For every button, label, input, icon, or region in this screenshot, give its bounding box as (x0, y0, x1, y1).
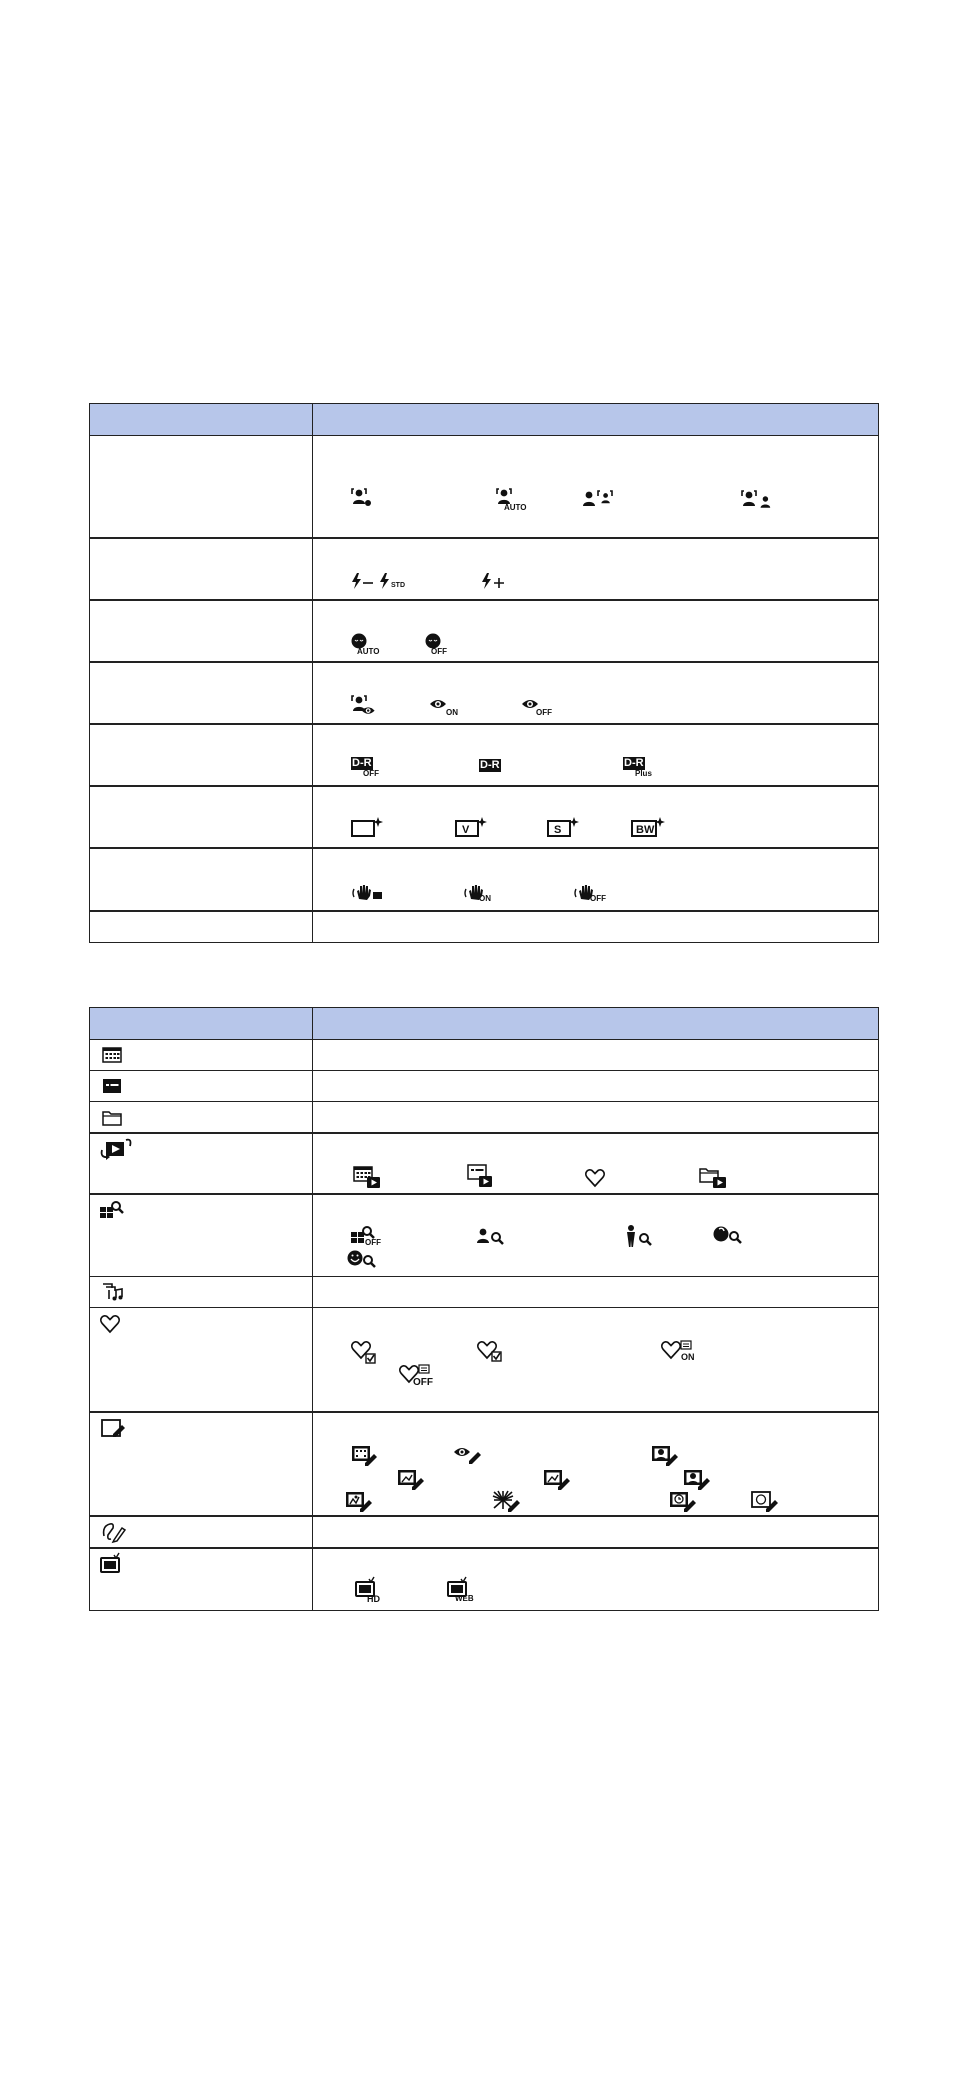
table-row (90, 1134, 878, 1195)
off-label: OFF (590, 894, 606, 903)
retrieval-icon (100, 1200, 126, 1220)
playback-table (89, 1007, 879, 1611)
row-options-cell (313, 725, 878, 785)
row-item-cell (90, 1102, 313, 1132)
row-options-cell (313, 849, 878, 910)
table-row (90, 1517, 878, 1548)
slideshow-favorites-icon (585, 1168, 607, 1188)
header-cell-item (90, 404, 313, 435)
table-row (90, 1308, 878, 1412)
row-item-cell (90, 787, 313, 847)
row-item-cell (90, 1277, 313, 1307)
row-options-cell (313, 1517, 878, 1547)
row-options-cell (313, 787, 878, 847)
row-options-cell (313, 1102, 878, 1132)
table-row (90, 787, 878, 849)
vivid-label: V (462, 824, 470, 836)
retouch-3-icon (683, 1469, 713, 1491)
auto-label: AUTO (357, 647, 380, 656)
flash-std-icon (379, 573, 391, 589)
adult-priority-icon (581, 490, 617, 510)
row-options-cell (313, 1195, 878, 1276)
row-item-cell (90, 1195, 313, 1276)
row-options-cell (313, 601, 878, 661)
retrieval-person-icon (475, 1227, 507, 1245)
color-normal-icon (351, 817, 383, 837)
off-label: OFF (431, 647, 447, 656)
table-row (90, 911, 878, 942)
color-sepia-icon (547, 817, 579, 837)
table-row (90, 1040, 878, 1071)
favorites-icon (100, 1314, 124, 1334)
row-options-cell (313, 912, 878, 942)
tv-output-icon (100, 1555, 124, 1575)
row-options-cell (313, 1277, 878, 1307)
row-options-cell (313, 1549, 878, 1610)
steadyshot-auto-icon (355, 883, 385, 901)
row-item-cell (90, 1413, 313, 1515)
favorites-add-icon (351, 1340, 379, 1364)
retouch-trimming-icon (351, 1445, 379, 1467)
off-label: OFF (413, 1377, 433, 1388)
favorites-add-remove-icon (477, 1340, 505, 1364)
header-cell-item (90, 1008, 313, 1039)
retouch-4-icon (345, 1491, 375, 1513)
row-item-cell (90, 1517, 313, 1547)
table-row (90, 849, 878, 911)
folder-icon (102, 1109, 122, 1126)
table-row (90, 1071, 878, 1102)
table-row (90, 1102, 878, 1134)
music-icon (102, 1282, 124, 1302)
color-vivid-icon (455, 817, 487, 837)
row-item-cell (90, 725, 313, 785)
row-options-cell (313, 663, 878, 723)
retouch-icon (101, 1419, 127, 1439)
header-cell-options (313, 1008, 878, 1039)
bw-label: BW (636, 824, 655, 836)
off-label: OFF (536, 708, 552, 717)
row-options-cell (313, 1308, 878, 1411)
table-row (90, 1548, 878, 1610)
table-row (90, 1412, 878, 1517)
hd-label: HD (367, 1594, 380, 1604)
retrieval-smile-icon (347, 1249, 379, 1269)
row-item-cell (90, 912, 313, 942)
row-options-cell (313, 1134, 878, 1193)
paint-icon (102, 1522, 126, 1542)
table-row (90, 539, 878, 601)
slideshow-event-icon (467, 1164, 499, 1190)
retouch-frame-icon (751, 1491, 781, 1513)
row-options-cell (313, 539, 878, 599)
table-row (90, 1195, 878, 1277)
child-priority-icon (741, 490, 777, 512)
on-label: ON (681, 1352, 695, 1362)
header-cell-options (313, 404, 878, 435)
retrieval-child-icon (625, 1225, 655, 1247)
dro-standard-icon: D-R (480, 759, 500, 771)
retouch-radial-icon (493, 1491, 523, 1513)
retouch-face-icon (651, 1445, 681, 1467)
retrieval-baby-icon (713, 1225, 745, 1245)
sepia-label: S (554, 824, 562, 836)
table-row (90, 436, 878, 539)
plus-label: Plus (635, 769, 652, 778)
row-item-cell (90, 539, 313, 599)
row-item-cell (90, 1071, 313, 1101)
row-item-cell (90, 601, 313, 661)
auto-label: AUTO (504, 503, 527, 512)
face-detection-icon (351, 488, 373, 508)
dro-off-icon: D-R (352, 757, 372, 769)
table-row (90, 1277, 878, 1308)
slideshow-date-icon (353, 1166, 385, 1190)
row-options-cell (313, 1040, 878, 1070)
web-label: WEB (455, 1594, 474, 1603)
dro-plus-icon: D-R (624, 757, 644, 769)
table-row (90, 601, 878, 663)
row-item-cell (90, 849, 313, 910)
calendar-icon (102, 1047, 122, 1064)
row-options-cell (313, 436, 878, 537)
retouch-red-eye-icon (453, 1445, 483, 1465)
settings-table (89, 403, 879, 943)
row-options-cell (313, 1071, 878, 1101)
row-item-cell (90, 1040, 313, 1070)
slideshow-icon (100, 1138, 136, 1160)
on-label: ON (479, 894, 491, 903)
retouch-clock-icon (669, 1491, 699, 1513)
row-item-cell (90, 1308, 313, 1411)
flash-minus-icon (351, 573, 375, 589)
retouch-1-icon (397, 1469, 427, 1491)
red-eye-auto-icon (351, 695, 379, 717)
retouch-2-icon (543, 1469, 573, 1491)
row-item-cell (90, 663, 313, 723)
off-label: OFF (365, 1238, 381, 1247)
row-item-cell (90, 1134, 313, 1193)
on-label: ON (446, 708, 458, 717)
row-options-cell (313, 1413, 878, 1515)
table-header (90, 404, 878, 436)
table-row (90, 663, 878, 725)
table-header (90, 1008, 878, 1040)
event-view-icon (102, 1078, 122, 1095)
row-item-cell (90, 436, 313, 537)
std-label: STD (391, 582, 405, 589)
off-label: OFF (363, 769, 379, 778)
slideshow-folder-icon (699, 1166, 731, 1190)
flash-plus-icon (481, 573, 507, 589)
table-row (90, 725, 878, 787)
row-item-cell (90, 1549, 313, 1610)
